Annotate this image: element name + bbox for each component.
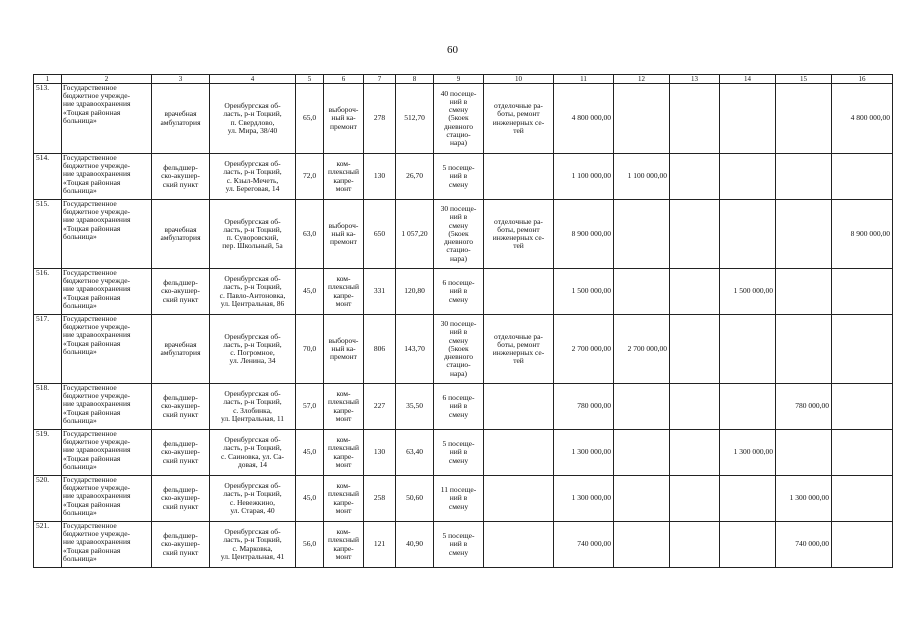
table-cell — [832, 269, 893, 315]
table-cell — [614, 84, 670, 154]
table-cell: 143,70 — [396, 315, 434, 384]
table-cell: 780 000,00 — [776, 384, 832, 430]
table-cell — [484, 430, 554, 476]
table-cell — [832, 430, 893, 476]
table-cell: 63,40 — [396, 430, 434, 476]
table-cell — [720, 476, 776, 522]
table-cell: 1 500 000,00 — [554, 269, 614, 315]
column-number-header: 5 — [296, 75, 324, 84]
table-cell: 258 — [364, 476, 396, 522]
table-cell: 30 посеще- ний в смену (5коек дневного стацио- нара) — [434, 315, 484, 384]
table-cell: 2 700 000,00 — [554, 315, 614, 384]
table-cell: 57,0 — [296, 384, 324, 430]
table-cell: 5 посеще- ний в смену — [434, 522, 484, 568]
table-cell: фельдшер- ско-акушер- ский пункт — [152, 430, 210, 476]
table-cell — [484, 154, 554, 200]
table-cell — [832, 476, 893, 522]
table-cell: 56,0 — [296, 522, 324, 568]
table-cell — [720, 84, 776, 154]
table-cell: фельдшер- ско-акушер- ский пункт — [152, 269, 210, 315]
table-cell: 518. — [34, 384, 62, 430]
table-cell — [614, 522, 670, 568]
table-cell — [614, 384, 670, 430]
table-cell: 514. — [34, 154, 62, 200]
table-row — [34, 269, 893, 315]
table-cell: Государственное бюджетное учрежде- ние здравоохранения «Тоцкая районная больница» — [62, 269, 152, 315]
table-cell — [670, 522, 720, 568]
table-cell: фельдшер- ско-акушер- ский пункт — [152, 384, 210, 430]
table-row — [34, 430, 893, 476]
table-cell: 780 000,00 — [554, 384, 614, 430]
table-cell: врачебная амбулатория — [152, 200, 210, 269]
table-cell — [670, 200, 720, 269]
table-cell — [832, 522, 893, 568]
table-cell: 8 900 000,00 — [554, 200, 614, 269]
table-cell: 11 посеще- ний в смену — [434, 476, 484, 522]
table-cell — [614, 269, 670, 315]
table-cell: 227 — [364, 384, 396, 430]
table-cell — [670, 476, 720, 522]
table-cell: Государственное бюджетное учрежде- ние здравоохранения «Тоцкая районная больница» — [62, 315, 152, 384]
table-cell: 650 — [364, 200, 396, 269]
table-cell — [776, 200, 832, 269]
table-cell: 520. — [34, 476, 62, 522]
table-cell: 513. — [34, 84, 62, 154]
table-cell — [832, 315, 893, 384]
table-cell: 40,90 — [396, 522, 434, 568]
column-number-header: 16 — [832, 75, 893, 84]
table-cell: 1 100 000,00 — [614, 154, 670, 200]
table-cell: 1 300 000,00 — [720, 430, 776, 476]
table-cell — [776, 84, 832, 154]
column-number-header: 9 — [434, 75, 484, 84]
table-cell — [720, 315, 776, 384]
table-cell: Оренбургская об- ласть, р-н Тоцкий, с. Кзыл-Мечеть, ул. Береговая, 14 — [210, 154, 296, 200]
table-cell: 130 — [364, 154, 396, 200]
column-number-header: 3 — [152, 75, 210, 84]
table-cell: Государственное бюджетное учрежде- ние здравоохранения «Тоцкая районная больница» — [62, 154, 152, 200]
table-cell — [720, 384, 776, 430]
table-cell: 2 700 000,00 — [614, 315, 670, 384]
table-cell: 517. — [34, 315, 62, 384]
table-cell: 5 посеще- ний в смену — [434, 154, 484, 200]
capital-repair-table — [33, 74, 893, 568]
table-cell: Государственное бюджетное учрежде- ние здравоохранения «Тоцкая районная больница» — [62, 84, 152, 154]
column-number-header: 6 — [324, 75, 364, 84]
table-cell: 6 посеще- ний в смену — [434, 269, 484, 315]
table-cell: отделочные ра- боты, ремонт инженерных се- тей — [484, 200, 554, 269]
table-cell: ком- плексный капре- монт — [324, 269, 364, 315]
table-cell: выбороч- ный ка- премонт — [324, 84, 364, 154]
table-cell: Государственное бюджетное учрежде- ние здравоохранения «Тоцкая районная больница» — [62, 476, 152, 522]
column-number-header: 1 — [34, 75, 62, 84]
table-cell — [670, 430, 720, 476]
table-row — [34, 315, 893, 384]
table-row — [34, 522, 893, 568]
column-number-header: 10 — [484, 75, 554, 84]
table-cell — [776, 154, 832, 200]
table-cell: Оренбургская об- ласть, р-н Тоцкий, с. Саиновка, ул. Са- довая, 14 — [210, 430, 296, 476]
table-cell — [484, 522, 554, 568]
table-cell: Оренбургская об- ласть, р-н Тоцкий, п. Суворовский, пер. Школьный, 5а — [210, 200, 296, 269]
table-cell: 40 посеще- ний в смену (5коек дневного стацио- нара) — [434, 84, 484, 154]
table-cell: 806 — [364, 315, 396, 384]
column-number-header: 4 — [210, 75, 296, 84]
table-cell: 30 посеще- ний в смену (5коек дневного стацио- нара) — [434, 200, 484, 269]
table-cell — [670, 269, 720, 315]
table-cell: 521. — [34, 522, 62, 568]
table-row — [34, 84, 893, 154]
table-cell: Оренбургская об- ласть, р-н Тоцкий, с. Злобинка, ул. Центральная, 11 — [210, 384, 296, 430]
table-cell — [832, 154, 893, 200]
table-cell: 515. — [34, 200, 62, 269]
table-cell: 130 — [364, 430, 396, 476]
table-cell — [484, 269, 554, 315]
table-cell: отделочные ра- боты, ремонт инженерных се- тей — [484, 315, 554, 384]
table-cell — [670, 154, 720, 200]
header-row — [34, 75, 893, 84]
table-cell: 26,70 — [396, 154, 434, 200]
table-cell: 5 посеще- ний в смену — [434, 430, 484, 476]
table-cell: 8 900 000,00 — [832, 200, 893, 269]
table-row — [34, 476, 893, 522]
table-row — [34, 200, 893, 269]
column-number-header: 8 — [396, 75, 434, 84]
table-cell: Оренбургская об- ласть, р-н Тоцкий, с. Марковка, ул. Центральная, 41 — [210, 522, 296, 568]
table-cell: 278 — [364, 84, 396, 154]
table-cell: Оренбургская об- ласть, р-н Тоцкий, с. Павло-Антоновка, ул. Центральная, 86 — [210, 269, 296, 315]
table-cell — [484, 476, 554, 522]
table-cell: 331 — [364, 269, 396, 315]
table-cell: врачебная амбулатория — [152, 315, 210, 384]
column-number-header: 2 — [62, 75, 152, 84]
table-cell — [776, 269, 832, 315]
table-cell: Оренбургская об- ласть, р-н Тоцкий, п. Свердлово, ул. Мира, 38/40 — [210, 84, 296, 154]
table-cell: фельдшер- ско-акушер- ский пункт — [152, 522, 210, 568]
table-cell — [720, 200, 776, 269]
column-number-header: 15 — [776, 75, 832, 84]
table-cell: 516. — [34, 269, 62, 315]
table-cell: Государственное бюджетное учрежде- ние здравоохранения «Тоцкая районная больница» — [62, 522, 152, 568]
table-cell — [776, 315, 832, 384]
table-cell: 70,0 — [296, 315, 324, 384]
table-cell — [720, 154, 776, 200]
table-cell: 4 800 000,00 — [832, 84, 893, 154]
table-cell: 65,0 — [296, 84, 324, 154]
table-cell: 1 057,20 — [396, 200, 434, 269]
table-cell: ком- плексный капре- монт — [324, 476, 364, 522]
table-cell: 63,0 — [296, 200, 324, 269]
table-cell: 4 800 000,00 — [554, 84, 614, 154]
table-cell: фельдшер- ско-акушер- ский пункт — [152, 154, 210, 200]
table-row — [34, 154, 893, 200]
page-number: 60 — [447, 44, 458, 56]
table-cell: 121 — [364, 522, 396, 568]
table-cell — [670, 384, 720, 430]
table-cell — [776, 430, 832, 476]
table-cell: ком- плексный капре- монт — [324, 154, 364, 200]
table-cell: 45,0 — [296, 476, 324, 522]
table-cell: выбороч- ный ка- премонт — [324, 315, 364, 384]
table-cell — [832, 384, 893, 430]
table-cell: выбороч- ный ка- премонт — [324, 200, 364, 269]
table-cell: 120,80 — [396, 269, 434, 315]
column-number-header: 7 — [364, 75, 396, 84]
table-cell: ком- плексный капре- монт — [324, 384, 364, 430]
table-cell: 1 100 000,00 — [554, 154, 614, 200]
table-cell: 512,70 — [396, 84, 434, 154]
table-cell — [720, 522, 776, 568]
table-cell: 6 посеще- ний в смену — [434, 384, 484, 430]
column-number-header: 11 — [554, 75, 614, 84]
table-cell: 45,0 — [296, 430, 324, 476]
table-cell: Оренбургская об- ласть, р-н Тоцкий, с. Невежкино, ул. Старая, 40 — [210, 476, 296, 522]
table-cell: 45,0 — [296, 269, 324, 315]
table-cell: отделочные ра- боты, ремонт инженерных се- тей — [484, 84, 554, 154]
table-cell: 35,50 — [396, 384, 434, 430]
table-cell — [614, 200, 670, 269]
table-cell: врачебная амбулатория — [152, 84, 210, 154]
table-cell: ком- плексный капре- монт — [324, 522, 364, 568]
table-cell: 50,60 — [396, 476, 434, 522]
table-cell: 1 300 000,00 — [554, 430, 614, 476]
table-cell: Государственное бюджетное учрежде- ние здравоохранения «Тоцкая районная больница» — [62, 430, 152, 476]
column-number-header: 14 — [720, 75, 776, 84]
table-cell — [670, 84, 720, 154]
table-cell — [670, 315, 720, 384]
table-cell: 740 000,00 — [776, 522, 832, 568]
table-cell: 519. — [34, 430, 62, 476]
table-cell — [614, 430, 670, 476]
table-cell — [614, 476, 670, 522]
table-cell: 1 300 000,00 — [776, 476, 832, 522]
table-cell: 72,0 — [296, 154, 324, 200]
table-cell — [484, 384, 554, 430]
table-cell: 1 300 000,00 — [554, 476, 614, 522]
table-cell: фельдшер- ско-акушер- ский пункт — [152, 476, 210, 522]
table-cell: Государственное бюджетное учрежде- ние здравоохранения «Тоцкая районная больница» — [62, 200, 152, 269]
table-cell: ком- плексный капре- монт — [324, 430, 364, 476]
column-number-header: 13 — [670, 75, 720, 84]
table-row — [34, 384, 893, 430]
table-cell: 740 000,00 — [554, 522, 614, 568]
column-number-header: 12 — [614, 75, 670, 84]
table-cell: 1 500 000,00 — [720, 269, 776, 315]
table-cell: Государственное бюджетное учрежде- ние здравоохранения «Тоцкая районная больница» — [62, 384, 152, 430]
table-cell: Оренбургская об- ласть, р-н Тоцкий, с. Погромное, ул. Ленина, 34 — [210, 315, 296, 384]
